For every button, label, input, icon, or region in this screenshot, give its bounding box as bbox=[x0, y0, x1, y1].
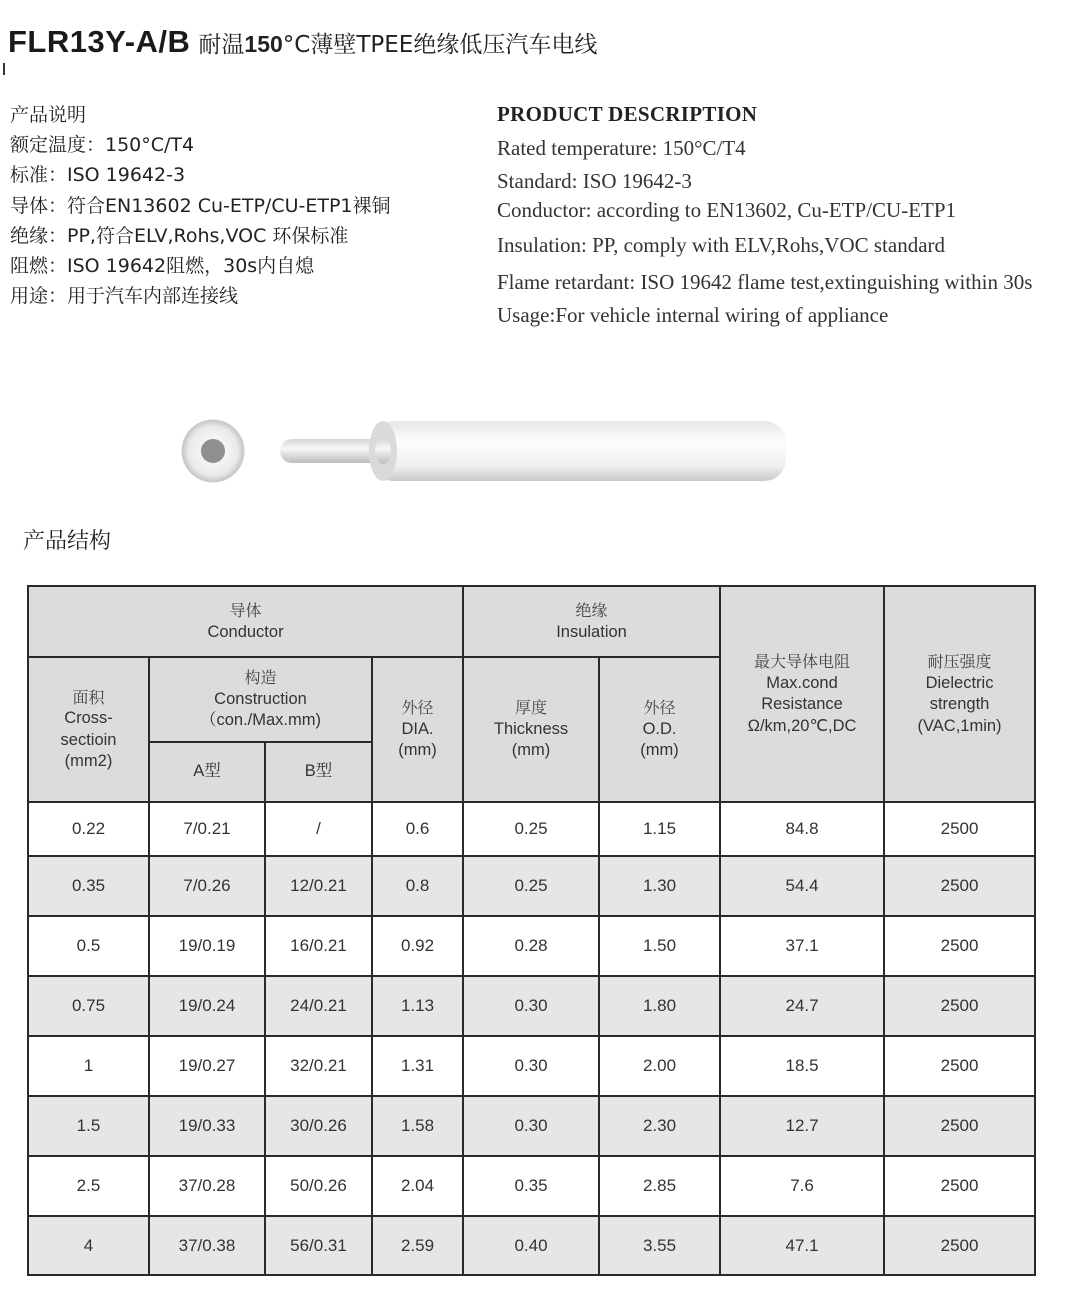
cell-dielectric: 2500 bbox=[884, 1156, 1035, 1216]
cell-dielectric: 2500 bbox=[884, 1036, 1035, 1096]
description-cn-line: 阻燃：ISO 19642阻燃，30s内自熄 bbox=[10, 255, 315, 278]
description-en-line: Rated temperature: 150°C/T4 bbox=[497, 136, 746, 160]
header-dielectric-unit: (VAC,1min) bbox=[917, 716, 1002, 735]
cell-cross-section: 1 bbox=[28, 1036, 149, 1096]
cell-type-b: 50/0.26 bbox=[265, 1156, 372, 1216]
cell-cross-section: 0.35 bbox=[28, 856, 149, 916]
cell-outer-diameter: 1.15 bbox=[599, 802, 720, 856]
cell-dielectric: 2500 bbox=[884, 856, 1035, 916]
table-row bbox=[28, 976, 1035, 1036]
header-resistance-en: Max.cond bbox=[766, 673, 838, 692]
cell-diameter: 0.6 bbox=[372, 802, 463, 856]
table-row bbox=[28, 1156, 1035, 1216]
cell-outer-diameter: 1.80 bbox=[599, 976, 720, 1036]
cell-thickness: 0.40 bbox=[463, 1216, 599, 1275]
description-en-line: Insulation: PP, comply with ELV,Rohs,VOC standard bbox=[497, 233, 946, 257]
subtitle-temperature: 150 bbox=[244, 31, 283, 57]
header-dielectric-en: Dielectric bbox=[925, 673, 994, 692]
header-thickness bbox=[463, 657, 599, 802]
product-subtitle bbox=[198, 32, 597, 58]
header-conductor bbox=[28, 586, 463, 657]
cell-thickness: 0.30 bbox=[463, 976, 599, 1036]
cable-cross-section bbox=[182, 420, 244, 482]
cell-thickness: 0.25 bbox=[463, 856, 599, 916]
header-cross-section bbox=[28, 657, 149, 802]
subtitle-prefix: 耐温 bbox=[198, 32, 245, 58]
cell-resistance: 18.5 bbox=[720, 1036, 884, 1096]
description-en-line: Flame retardant: ISO 19642 flame test,extinguishing within 30s bbox=[497, 270, 1033, 294]
cell-cross-section: 1.5 bbox=[28, 1096, 149, 1156]
header-construction-unit: （con./Max.mm) bbox=[199, 711, 321, 730]
description-cn-line: 额定温度：150°C/T4 bbox=[10, 134, 195, 157]
subtitle-suffix: °C薄壁TPEE绝缘低压汽车电线 bbox=[282, 32, 598, 58]
title-marker bbox=[3, 63, 5, 75]
header-insulation-en: Insulation bbox=[556, 622, 627, 641]
table-row bbox=[28, 1036, 1035, 1096]
cell-thickness: 0.30 bbox=[463, 1096, 599, 1156]
header-dielectric-en: strength bbox=[929, 695, 990, 713]
cell-type-b: 32/0.21 bbox=[265, 1036, 372, 1096]
header-construction bbox=[149, 657, 372, 742]
cell-type-a: 37/0.38 bbox=[149, 1216, 265, 1275]
description-en-line: Standard: ISO 19642-3 bbox=[497, 169, 692, 193]
cell-diameter: 1.58 bbox=[372, 1096, 463, 1156]
cell-type-b: 24/0.21 bbox=[265, 976, 372, 1036]
cell-diameter: 1.31 bbox=[372, 1036, 463, 1096]
cell-diameter: 0.8 bbox=[372, 856, 463, 916]
cell-thickness: 0.25 bbox=[463, 802, 599, 856]
cell-type-b: 16/0.21 bbox=[265, 916, 372, 976]
cell-resistance: 37.1 bbox=[720, 916, 884, 976]
header-conductor-diameter bbox=[372, 657, 463, 802]
cell-outer-diameter: 1.50 bbox=[599, 916, 720, 976]
header-conductor-cn: 导体 bbox=[229, 601, 262, 620]
cell-type-a: 19/0.19 bbox=[149, 916, 265, 976]
header-od-unit: (mm) bbox=[640, 741, 679, 760]
cell-outer-diameter: 2.85 bbox=[599, 1156, 720, 1216]
header-dielectric bbox=[884, 586, 1035, 802]
cell-thickness: 0.28 bbox=[463, 916, 599, 976]
header-conductor-en: Conductor bbox=[207, 622, 284, 641]
cell-outer-diameter: 1.30 bbox=[599, 856, 720, 916]
cell-type-b: 30/0.26 bbox=[265, 1096, 372, 1156]
cell-resistance: 84.8 bbox=[720, 802, 884, 856]
cell-cross-section: 0.22 bbox=[28, 802, 149, 856]
header-cross-section-unit: (mm2) bbox=[64, 752, 113, 770]
table-row bbox=[28, 856, 1035, 916]
structure-title: 产品结构 bbox=[23, 529, 112, 554]
product-title bbox=[8, 24, 597, 70]
header-type-b: B型 bbox=[265, 742, 372, 802]
cell-dielectric: 2500 bbox=[884, 916, 1035, 976]
cell-outer-diameter: 2.30 bbox=[599, 1096, 720, 1156]
cell-cross-section: 2.5 bbox=[28, 1156, 149, 1216]
header-dielectric-cn: 耐压强度 bbox=[927, 652, 992, 671]
cell-resistance: 7.6 bbox=[720, 1156, 884, 1216]
cell-diameter: 1.13 bbox=[372, 976, 463, 1036]
header-diameter-unit: (mm) bbox=[398, 741, 437, 760]
cell-cross-section: 0.75 bbox=[28, 976, 149, 1036]
table-row bbox=[28, 916, 1035, 976]
cable-illustration bbox=[176, 410, 796, 490]
header-resistance-en: Resistance bbox=[761, 695, 843, 713]
cell-type-b: 56/0.31 bbox=[265, 1216, 372, 1275]
cell-diameter: 2.04 bbox=[372, 1156, 463, 1216]
cell-thickness: 0.30 bbox=[463, 1036, 599, 1096]
cell-type-a: 19/0.24 bbox=[149, 976, 265, 1036]
model-name: FLR13Y-A/B bbox=[8, 24, 191, 59]
cell-resistance: 24.7 bbox=[720, 976, 884, 1036]
cell-cross-section: 0.5 bbox=[28, 916, 149, 976]
description-en-line: Usage:For vehicle internal wiring of appliance bbox=[497, 303, 889, 327]
spec-table bbox=[27, 585, 1036, 1276]
cell-type-b: 12/0.21 bbox=[265, 856, 372, 916]
description-cn-line: 用途：用于汽车内部连接线 bbox=[10, 285, 239, 308]
description-cn-heading: 产品说明 bbox=[10, 104, 87, 126]
cell-dielectric: 2500 bbox=[884, 1216, 1035, 1275]
cell-diameter: 0.92 bbox=[372, 916, 463, 976]
description-en-line: Conductor: according to EN13602, Cu-ETP/CU-ETP1 bbox=[497, 198, 957, 222]
header-outer-diameter bbox=[599, 657, 720, 802]
cell-type-a: 7/0.26 bbox=[149, 856, 265, 916]
header-resistance bbox=[720, 586, 884, 802]
description-cn bbox=[10, 100, 391, 311]
cell-type-a: 19/0.27 bbox=[149, 1036, 265, 1096]
header-cross-section-cn: 面积 bbox=[72, 687, 105, 707]
header-thickness-unit: (mm) bbox=[511, 741, 551, 760]
header-thickness-en: Thickness bbox=[493, 719, 569, 738]
header-diameter-cn: 外径 bbox=[401, 698, 434, 718]
cell-type-a: 7/0.21 bbox=[149, 802, 265, 856]
header-construction-cn: 构造 bbox=[244, 668, 277, 688]
cell-dielectric: 2500 bbox=[884, 802, 1035, 856]
cell-resistance: 54.4 bbox=[720, 856, 884, 916]
cell-type-a: 19/0.33 bbox=[149, 1096, 265, 1156]
description-cn-line: 导体：符合EN13602 Cu-ETP/CU-ETP1裸铜 bbox=[10, 194, 391, 217]
cell-dielectric: 2500 bbox=[884, 1096, 1035, 1156]
description-en-heading: PRODUCT DESCRIPTION bbox=[497, 102, 758, 126]
header-cross-section-en: Cross- bbox=[64, 709, 113, 727]
cell-diameter: 2.59 bbox=[372, 1216, 463, 1275]
cell-resistance: 12.7 bbox=[720, 1096, 884, 1156]
description-cn-line: 标准：ISO 19642-3 bbox=[10, 164, 186, 187]
header-cross-section-en: sectioin bbox=[60, 730, 117, 749]
cell-outer-diameter: 2.00 bbox=[599, 1036, 720, 1096]
header-type-a: A型 bbox=[149, 742, 265, 802]
cable-jacket bbox=[369, 421, 786, 481]
header-od-cn: 外径 bbox=[643, 698, 676, 718]
header-construction-en: Construction bbox=[214, 689, 307, 708]
header-thickness-cn: 厚度 bbox=[515, 698, 548, 718]
header-od-en: O.D. bbox=[642, 719, 677, 738]
header-insulation bbox=[463, 586, 720, 657]
header-resistance-unit: Ω/km,20℃,DC bbox=[747, 716, 857, 735]
cell-dielectric: 2500 bbox=[884, 976, 1035, 1036]
header-insulation-cn: 绝缘 bbox=[575, 601, 608, 620]
header-diameter-en: DIA. bbox=[401, 719, 434, 738]
table-row bbox=[28, 802, 1035, 856]
cell-outer-diameter: 3.55 bbox=[599, 1216, 720, 1275]
cell-thickness: 0.35 bbox=[463, 1156, 599, 1216]
header-resistance-cn: 最大导体电阻 bbox=[754, 652, 851, 671]
description-cn-line: 绝缘：PP,符合ELV,Rohs,VOC 环保标准 bbox=[10, 224, 349, 247]
table-row bbox=[28, 1096, 1035, 1156]
cell-resistance: 47.1 bbox=[720, 1216, 884, 1275]
table-row bbox=[28, 1216, 1035, 1275]
cell-type-b: / bbox=[265, 802, 372, 856]
cell-cross-section: 4 bbox=[28, 1216, 149, 1275]
cell-type-a: 37/0.28 bbox=[149, 1156, 265, 1216]
